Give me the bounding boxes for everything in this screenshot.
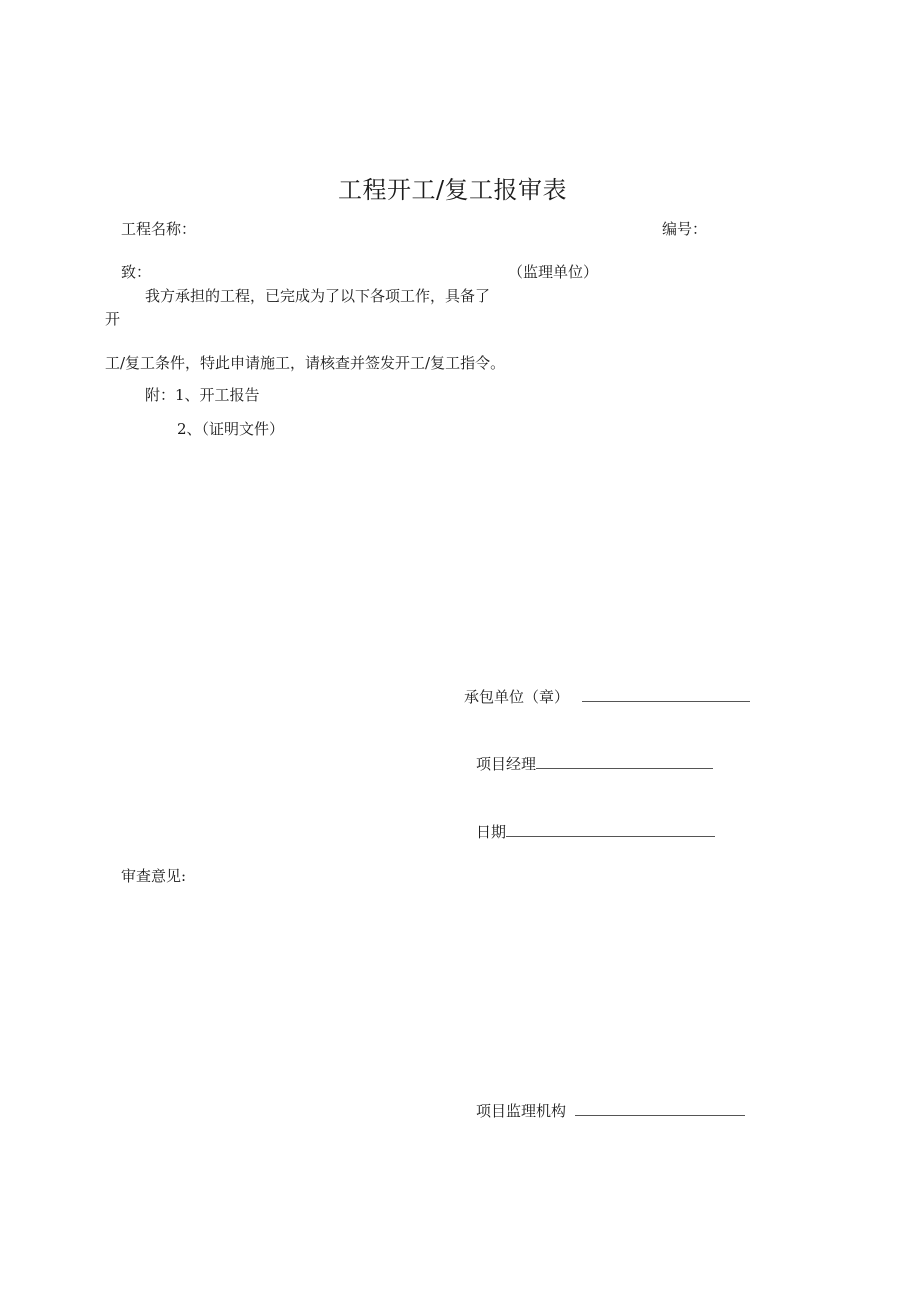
manager-row [476,754,713,774]
contractor-label: 承包单位（章） [464,688,570,706]
date-line[interactable] [506,824,715,837]
manager-label: 项目经理 [476,755,537,773]
date-row [476,822,715,842]
project-name-label: 工程名称： [121,220,197,238]
date-label: 日期 [476,823,507,841]
attachment-row-1 [145,385,260,405]
manager-signature-line[interactable] [536,756,713,769]
attachment-label: 附： [145,386,176,404]
contractor-row [464,687,750,707]
page-title: 工程开工/复工报审表 [337,176,568,204]
body-line-3: 工/复工条件，特此申请施工，请核查并签发开工/复工指令。 [105,354,506,372]
body-line-1: 我方承担的工程，已完成为了以下各项工作，具备了 [145,287,491,305]
supervision-org-signature-line[interactable] [575,1103,745,1116]
supervisor-unit-label: （监理单位） [508,263,599,281]
supervision-org-row [476,1101,745,1121]
to-label: 致： [121,263,152,281]
number-label: 编号： [662,220,708,238]
contractor-signature-line[interactable] [582,689,750,702]
attachment-item-1: 1、开工报告 [175,386,260,404]
body-line-2: 开 [105,310,121,328]
supervision-org-label: 项目监理机构 [476,1102,567,1120]
attachment-item-2: 2、（证明文件） [177,420,285,438]
review-opinion-label: 审查意见: [121,867,187,885]
